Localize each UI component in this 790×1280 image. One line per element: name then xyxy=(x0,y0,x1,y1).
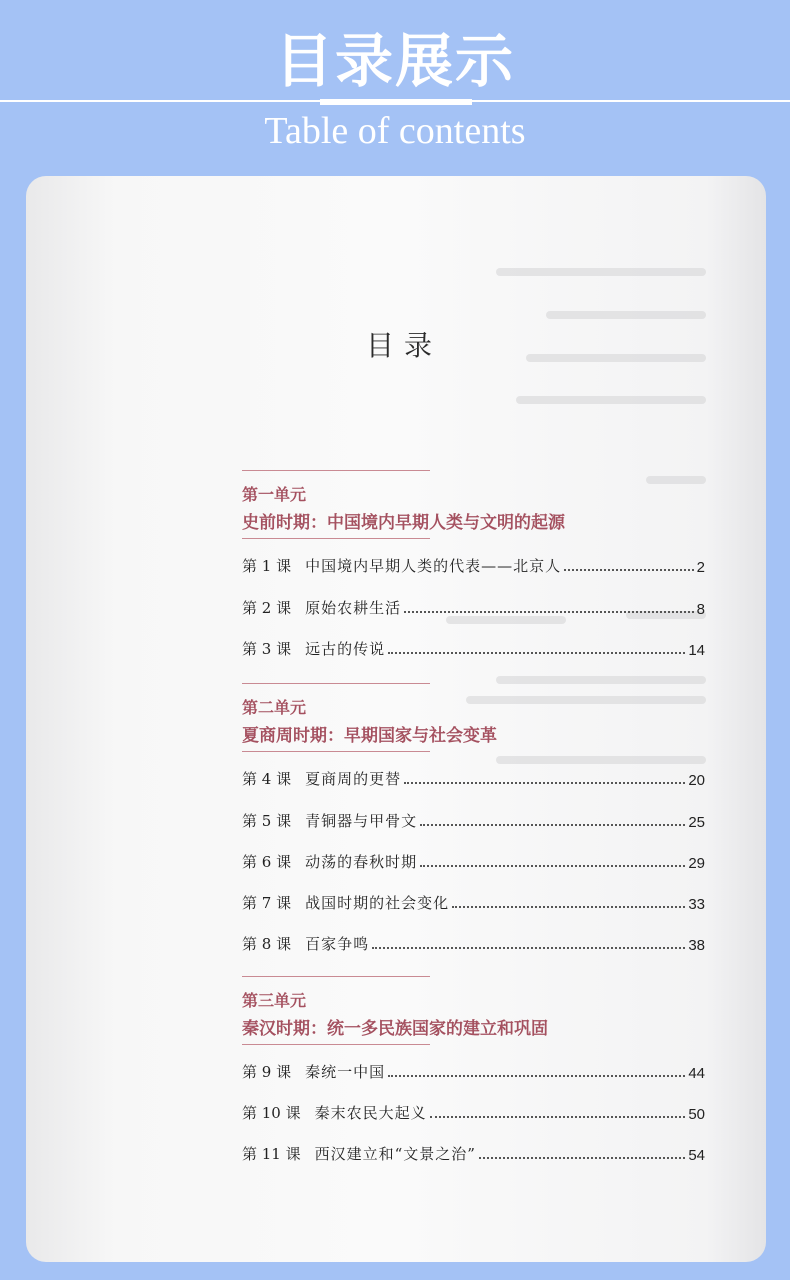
lesson-number: 第 2 课 xyxy=(242,599,292,617)
book-page xyxy=(26,176,766,1262)
lesson-number: 第 1 课 xyxy=(242,557,292,575)
banner-divider-accent xyxy=(320,99,472,105)
show-through-line xyxy=(546,311,706,319)
lesson-number: 第 4 课 xyxy=(242,770,292,788)
leader-dots xyxy=(404,611,694,613)
unit-title: 秦汉时期：统一多民族国家的建立和巩固 xyxy=(242,1019,548,1039)
toc-entry[interactable] xyxy=(242,807,705,831)
leader-dots xyxy=(479,1157,685,1159)
lesson-title: 原始农耕生活 xyxy=(305,599,402,617)
document-title: 目录 xyxy=(366,329,443,362)
leader-dots xyxy=(452,906,685,908)
page-number: 50 xyxy=(688,1106,705,1123)
show-through-line xyxy=(466,696,706,704)
show-through-line xyxy=(526,354,706,362)
lesson-title: 秦统一中国 xyxy=(305,1063,386,1081)
lesson-title: 青铜器与甲骨文 xyxy=(305,812,418,830)
lesson-number: 第 5 课 xyxy=(242,812,292,830)
toc-entry[interactable] xyxy=(242,635,705,659)
unit-divider xyxy=(242,538,430,539)
lesson-title: 远古的传说 xyxy=(305,640,386,658)
page-number: 8 xyxy=(696,601,705,618)
leader-dots xyxy=(430,1116,686,1118)
show-through-line xyxy=(496,676,706,684)
toc-entry[interactable] xyxy=(242,1058,705,1082)
toc-entry[interactable] xyxy=(242,848,705,872)
show-through-line xyxy=(646,476,706,484)
lesson-title: 西汉建立和“文景之治” xyxy=(314,1145,476,1163)
toc-entry[interactable] xyxy=(242,594,705,618)
toc-entry[interactable] xyxy=(242,765,705,789)
page-number: 54 xyxy=(688,1147,705,1164)
leader-dots xyxy=(404,782,685,784)
page-number: 25 xyxy=(688,814,705,831)
lesson-title: 战国时期的社会变化 xyxy=(305,894,450,912)
lesson-title: 中国境内早期人类的代表——北京人 xyxy=(305,557,562,575)
banner-subtitle: Table of contents xyxy=(264,110,526,152)
page-number: 2 xyxy=(696,559,705,576)
lesson-title: 动荡的春秋时期 xyxy=(305,853,418,871)
page-number: 38 xyxy=(688,937,705,954)
unit-label: 第二单元 xyxy=(242,698,307,717)
lesson-number: 第 3 课 xyxy=(242,640,292,658)
show-through-line xyxy=(496,756,706,764)
leader-dots xyxy=(388,1075,685,1077)
unit-divider xyxy=(242,683,430,684)
lesson-number: 第 10 课 xyxy=(242,1104,301,1122)
unit-label: 第三单元 xyxy=(242,991,307,1010)
page-number: 29 xyxy=(688,855,705,872)
unit-divider xyxy=(242,751,430,752)
lesson-number: 第 6 课 xyxy=(242,853,292,871)
lesson-number: 第 7 课 xyxy=(242,894,292,912)
show-through-line xyxy=(496,268,706,276)
lesson-number: 第 11 课 xyxy=(242,1145,301,1163)
banner-title: 目录展示 xyxy=(274,27,515,95)
lesson-title: 秦末农民大起义 xyxy=(314,1104,427,1122)
lesson-title: 百家争鸣 xyxy=(305,935,370,953)
toc-entry[interactable] xyxy=(242,1140,705,1164)
lesson-number: 第 9 课 xyxy=(242,1063,292,1081)
leader-dots xyxy=(372,947,685,949)
toc-entry[interactable] xyxy=(242,552,705,576)
lesson-number: 第 8 课 xyxy=(242,935,292,953)
unit-divider xyxy=(242,470,430,471)
leader-dots xyxy=(420,865,685,867)
page-number: 14 xyxy=(688,642,705,659)
unit-label: 第一单元 xyxy=(242,485,307,504)
toc-entry[interactable] xyxy=(242,1099,705,1123)
page-number: 20 xyxy=(688,772,705,789)
unit-divider xyxy=(242,976,430,977)
unit-divider xyxy=(242,1044,430,1045)
leader-dots xyxy=(420,824,685,826)
unit-title: 夏商周时期：早期国家与社会变革 xyxy=(242,726,497,746)
unit-title: 史前时期：中国境内早期人类与文明的起源 xyxy=(242,513,565,533)
toc-entry[interactable] xyxy=(242,930,705,954)
leader-dots xyxy=(388,652,685,654)
lesson-title: 夏商周的更替 xyxy=(305,770,402,788)
page-number: 44 xyxy=(688,1065,705,1082)
leader-dots xyxy=(564,569,694,571)
page-number: 33 xyxy=(688,896,705,913)
show-through-line xyxy=(516,396,706,404)
toc-entry[interactable] xyxy=(242,889,705,913)
